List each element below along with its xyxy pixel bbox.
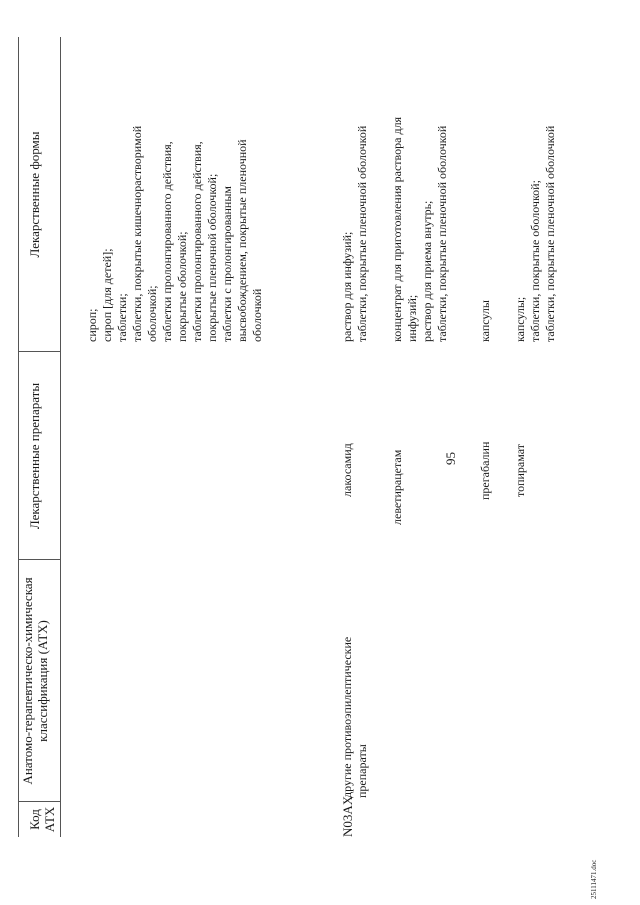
table-header-border: [60, 37, 61, 837]
page-number: 95: [443, 452, 458, 465]
form-line: оболочкой: [250, 288, 264, 342]
drug-forms: [390, 117, 450, 342]
form-line: раствор для приема внутрь;: [420, 200, 434, 342]
form-line: инфузий;: [405, 294, 419, 342]
form-line: таблетки, покрытые пленочной оболочкой: [543, 125, 557, 342]
group-name-line: другие противоэпилептические: [340, 636, 354, 798]
form-line: раствор для инфузий;: [340, 231, 354, 342]
drug-forms: [513, 126, 558, 342]
form-line: таблетки, покрытые оболочкой;: [528, 180, 542, 342]
header-forms: Лекарственные формы: [27, 131, 42, 258]
form-line: таблетки, покрытые пленочной оболочкой: [355, 125, 369, 342]
header-drugs: Лекарственные препараты: [27, 382, 42, 530]
form-line: покрытые пленочной оболочкой;: [205, 173, 219, 342]
group-name: [340, 637, 370, 798]
form-line: таблетки, покрытые кишечнорастворимой: [130, 125, 144, 342]
form-line: высвобождением, покрытые пленочной: [235, 139, 249, 342]
drug-name: прегабалин: [478, 441, 492, 500]
form-line: капсулы;: [513, 296, 527, 342]
form-line: концентрат для приготовления раствора для: [390, 116, 404, 342]
form-line: оболочкой;: [145, 285, 159, 342]
continuation-forms: [85, 126, 265, 342]
form-line: таблетки пролонгированного действия,: [160, 141, 174, 342]
footer-filename: 25111471.doc: [590, 859, 598, 899]
drug-name: леветирацетам: [390, 449, 404, 525]
group-code: N03AX: [340, 795, 355, 837]
form-line: капсулы: [478, 300, 492, 342]
form-line: таблетки с пролонгированным: [220, 185, 234, 342]
drug-name: лакосамид: [340, 443, 354, 497]
form-line: таблетки, покрытые пленочной оболочкой: [435, 125, 449, 342]
header-atc: Анатомо-терапевтическо-химическая классификация (АТХ): [20, 577, 50, 785]
form-line: покрытые оболочкой;: [175, 231, 189, 342]
drug-name: топирамат: [513, 443, 527, 497]
form-line: таблетки;: [115, 293, 129, 342]
drug-forms: [340, 126, 370, 342]
group-name-line: препараты: [355, 744, 369, 798]
table-top-border: [18, 37, 19, 837]
form-line: сироп [для детей];: [100, 248, 114, 342]
form-line: таблетки пролонгированного действия,: [190, 141, 204, 342]
drug-forms: [478, 300, 493, 342]
header-code: Код АТХ: [27, 806, 57, 833]
form-line: сироп;: [85, 308, 99, 342]
